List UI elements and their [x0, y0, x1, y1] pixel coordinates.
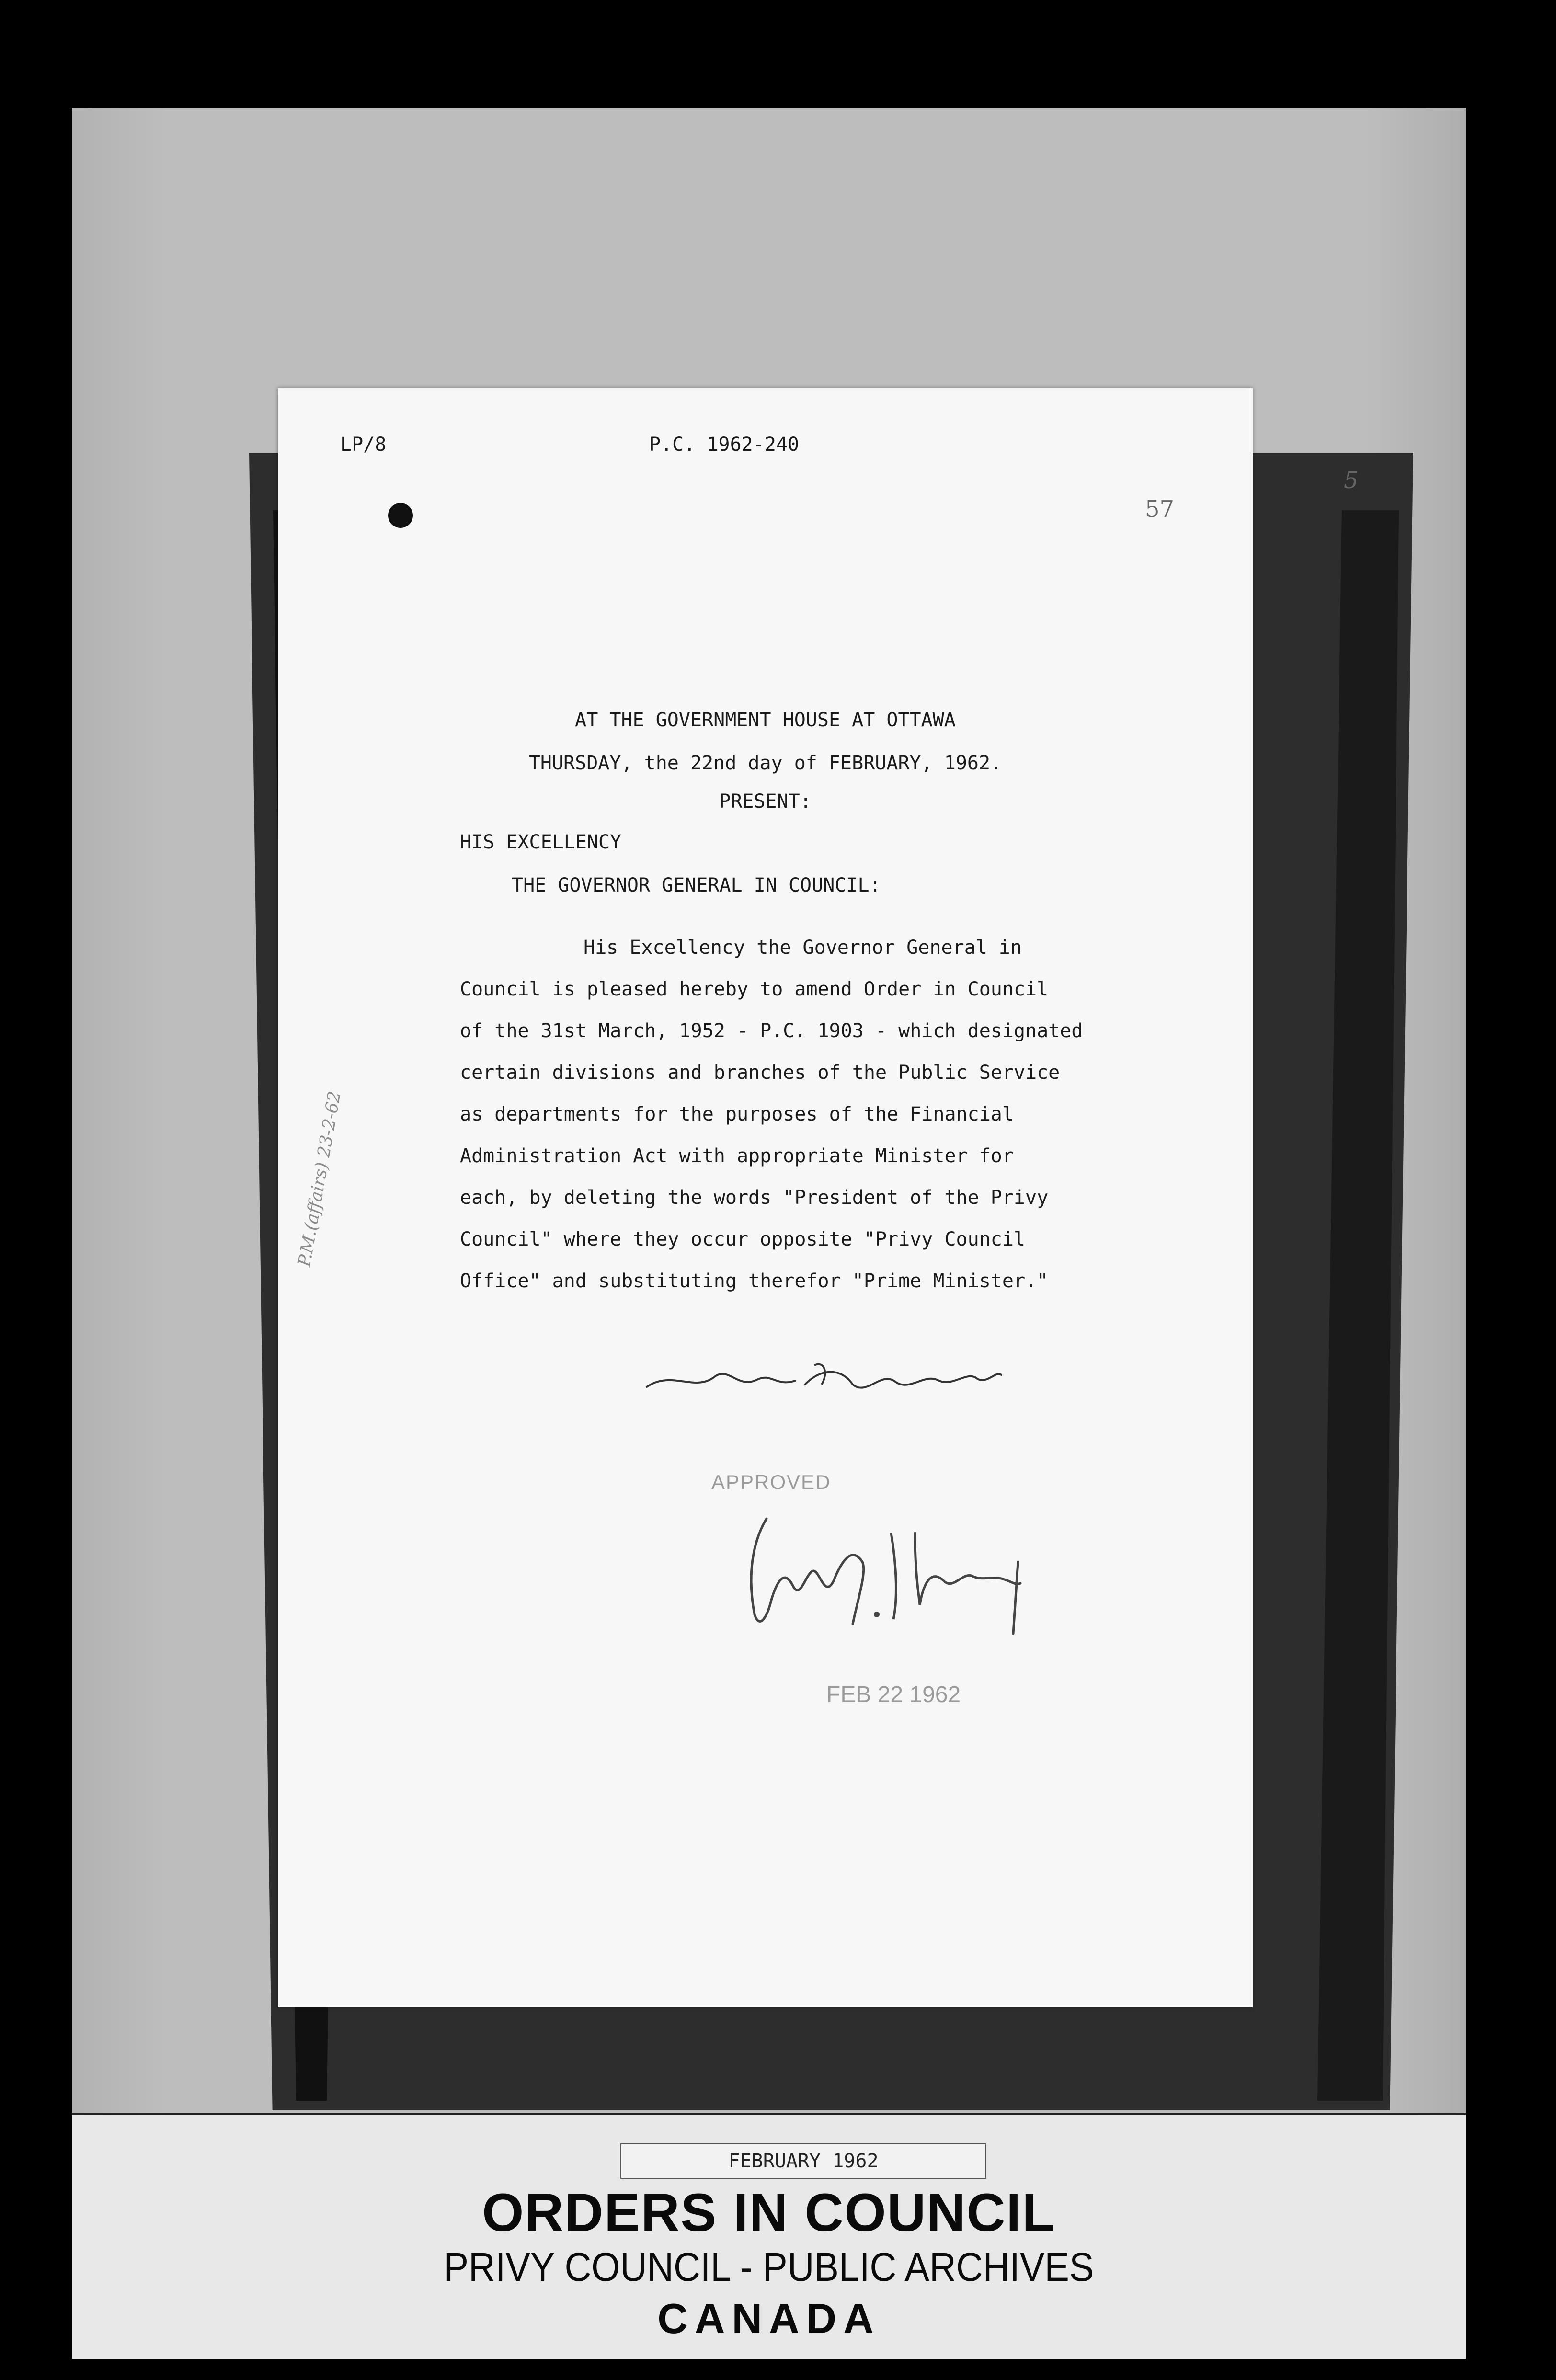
punch-hole — [388, 503, 413, 528]
document-sheet — [278, 388, 1253, 2007]
addressee-line: HIS EXCELLENCY — [460, 831, 622, 853]
margin-handwritten-note: P.M.(affairs) 23-2-62 — [295, 1089, 345, 1269]
body-line: Council is pleased hereby to amend Order in Council — [460, 978, 1049, 1000]
body-line: certain divisions and branches of the Public Service — [460, 1062, 1060, 1084]
body-line: Office" and substituting therefor "Prime Minister." — [460, 1270, 1049, 1292]
approved-label: APPROVED — [711, 1471, 831, 1493]
body-line: His Excellency the Governor General in — [584, 937, 1022, 959]
footer-date-label: FEBRUARY 1962 — [620, 2143, 986, 2179]
body-line: Council" where they occur opposite "Privy Council — [460, 1228, 1026, 1250]
corner-mark: 5 — [1344, 467, 1359, 494]
body-line: as departments for the purposes of the Financial — [460, 1103, 1014, 1125]
body-line: each, by deleting the words "President of the Privy — [460, 1187, 1049, 1209]
approval-date-stamp: FEB 22 1962 — [826, 1682, 961, 1707]
meeting-place: AT THE GOVERNMENT HOUSE AT OTTAWA — [575, 709, 956, 731]
approver-signature — [733, 1504, 1030, 1648]
addressee-line: THE GOVERNOR GENERAL IN COUNCIL: — [512, 874, 881, 896]
page-number: 57 — [1145, 496, 1175, 523]
footer-title: ORDERS IN COUNCIL — [482, 2183, 1056, 2243]
present-label: PRESENT: — [719, 790, 812, 812]
footer-subtitle: PRIVY COUNCIL - PUBLIC ARCHIVES — [444, 2244, 1094, 2289]
meeting-date: THURSDAY, the 22nd day of FEBRUARY, 1962. — [528, 752, 1002, 774]
clerk-signature — [642, 1351, 1006, 1404]
body-line: Administration Act with appropriate Minister for — [460, 1145, 1014, 1167]
file-code: LP/8 — [340, 434, 387, 456]
archive-footer — [72, 2113, 1466, 2359]
order-number: P.C. 1962-240 — [649, 434, 800, 456]
footer-country: CANADA — [657, 2295, 881, 2342]
body-line: of the 31st March, 1952 - P.C. 1903 - which designated — [460, 1020, 1083, 1042]
